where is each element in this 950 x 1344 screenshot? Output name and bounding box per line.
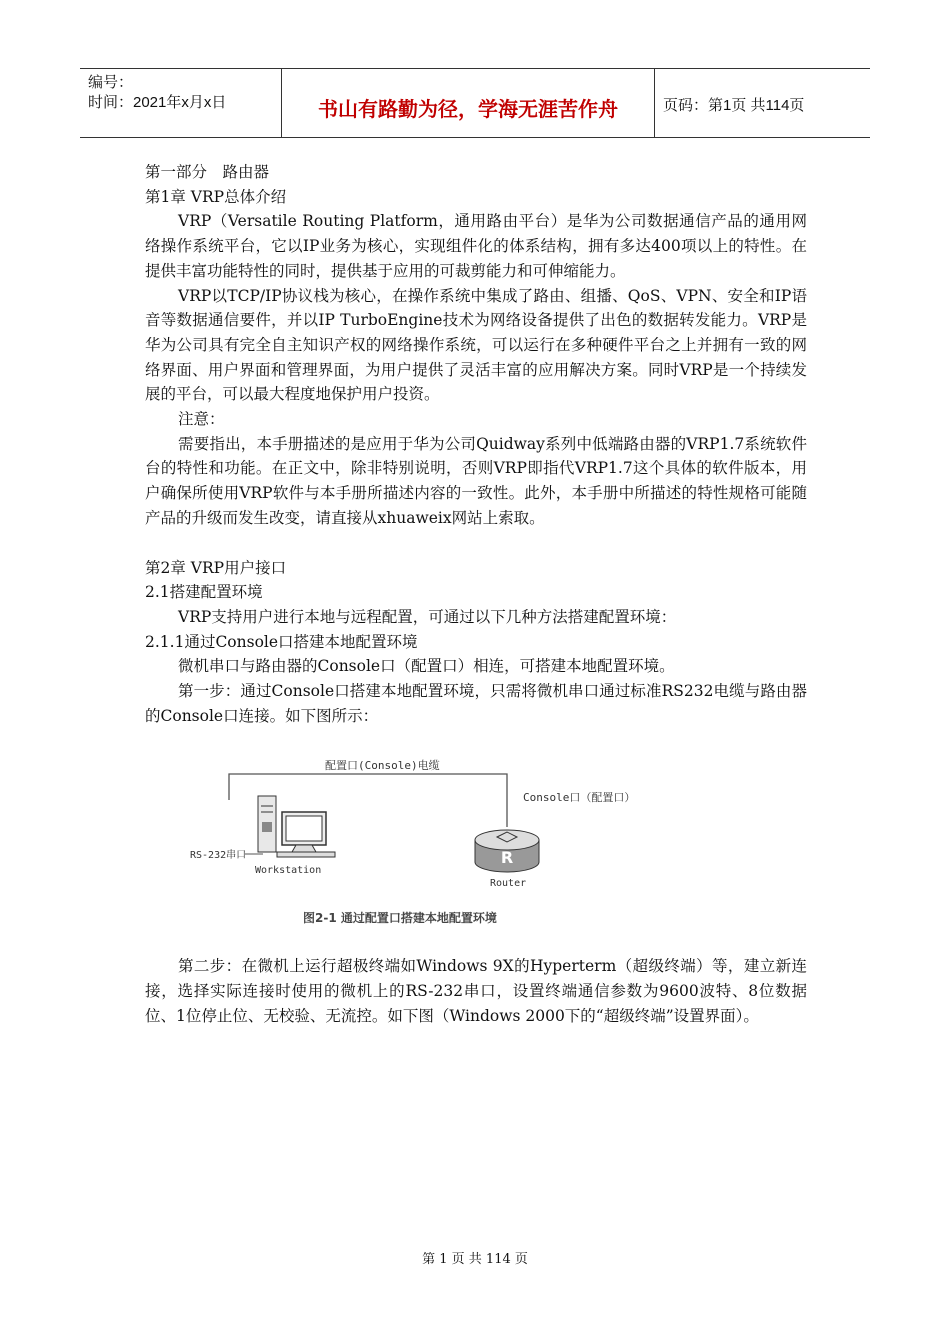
figure-2-1 <box>185 752 655 932</box>
chapter-2-title: 第2章 VRP用户接口 <box>145 558 287 577</box>
router-icon <box>475 830 539 872</box>
figure-caption: 图2-1 通过配置口搭建本地配置环境 <box>303 911 497 925</box>
chapter-1-title: 第1章 VRP总体介绍 <box>145 187 287 206</box>
router-letter: R <box>500 848 514 867</box>
note-label: 注意： <box>178 410 225 429</box>
header-middle-cell <box>282 69 655 137</box>
paragraph-6: 第一步：通过Console口搭建本地配置环境，只需将微机串口通过标准RS232电缆与路由器的Console口连接。如下图所示： <box>145 682 807 725</box>
paragraph-4: VRP支持用户进行本地与远程配置，可通过以下几种方法搭建配置环境： <box>178 607 677 626</box>
header-left-cell <box>80 69 282 137</box>
paragraph-2: VRP以TCP/IP协议栈为核心，在操作系统中集成了路由、组播、QoS、VPN、安全和IP语音等数据通信要件，并以IP TurboEngine技术为网络设备提供了出色的数据转发能力。VRP是华为公司具有完全自主知识产权的网络操作系统，可以运行在多种硬件平台之上并拥有一致的网络界面、用户界面和管理界面，为用户提供了灵活丰富的应用解决方案。同时VRP是一个持续发展的平台，可以最大程度地保护用户投资。 <box>145 286 807 404</box>
header-motto: 书山有路勤为径，学海无涯苦作舟 <box>318 97 618 121</box>
part-title: 第一部分 路由器 <box>145 163 270 181</box>
workstation-label: Workstation <box>255 865 322 876</box>
page-header <box>80 68 870 138</box>
connection-diagram <box>185 752 655 932</box>
date-line: 时间：2021年x月x日 <box>88 94 227 111</box>
router-label: Router <box>490 878 527 889</box>
spacer <box>145 531 807 556</box>
paragraph-7: 第二步：在微机上运行超极终端如Windows 9X的Hyperterm（超级终端）等，建立新连接，选择实际连接时使用的微机上的RS-232串口，设置终端通信参数为9600波特、8位数据位、1位停止位、无校验、无流控。如下图（Windows 2000下的“超级终端”设置界面）。 <box>145 957 807 1025</box>
section-2-1-title: 2.1搭建配置环境 <box>145 583 263 602</box>
page-footer: 第 1 页 共 114 页 <box>422 1252 528 1267</box>
rs232-label: RS-232串口 <box>190 850 247 861</box>
paragraph-5: 微机串口与路由器的Console口（配置口）相连，可搭建本地配置环境。 <box>178 657 675 676</box>
header-page-info: 页码：第1页 共114页 <box>663 97 805 114</box>
workstation-icon <box>258 796 335 857</box>
console-port-label: Console口（配置口） <box>523 791 636 804</box>
header-right-cell <box>655 69 870 137</box>
section-2-1-1-title: 2.1.1通过Console口搭建本地配置环境 <box>145 632 418 651</box>
paragraph-1: VRP（Versatile Routing Platform，通用路由平台）是华为公司数据通信产品的通用网络操作系统平台，它以IP业务为核心，实现组件化的体系结构，拥有多达400项以上的特性。在提供丰富功能特性的同时，提供基于应用的可裁剪能力和可伸缩能力。 <box>145 212 807 280</box>
paragraph-3: 需要指出，本手册描述的是应用于华为公司Quidway系列中低端路由器的VRP1.7系统软件台的特性和功能。在正文中，除非特别说明，否则VRP即指代VRP1.7这个具体的软件版本，用户确保所使用VRP软件与本手册所描述内容的一致性。此外，本手册中所描述的特性规格可能随产品的升级而发生改变，请直接从xhuaweix网站上索取。 <box>145 434 807 527</box>
number-label: 编号： <box>88 74 134 91</box>
cable-label: 配置口(Console)电缆 <box>325 759 440 772</box>
